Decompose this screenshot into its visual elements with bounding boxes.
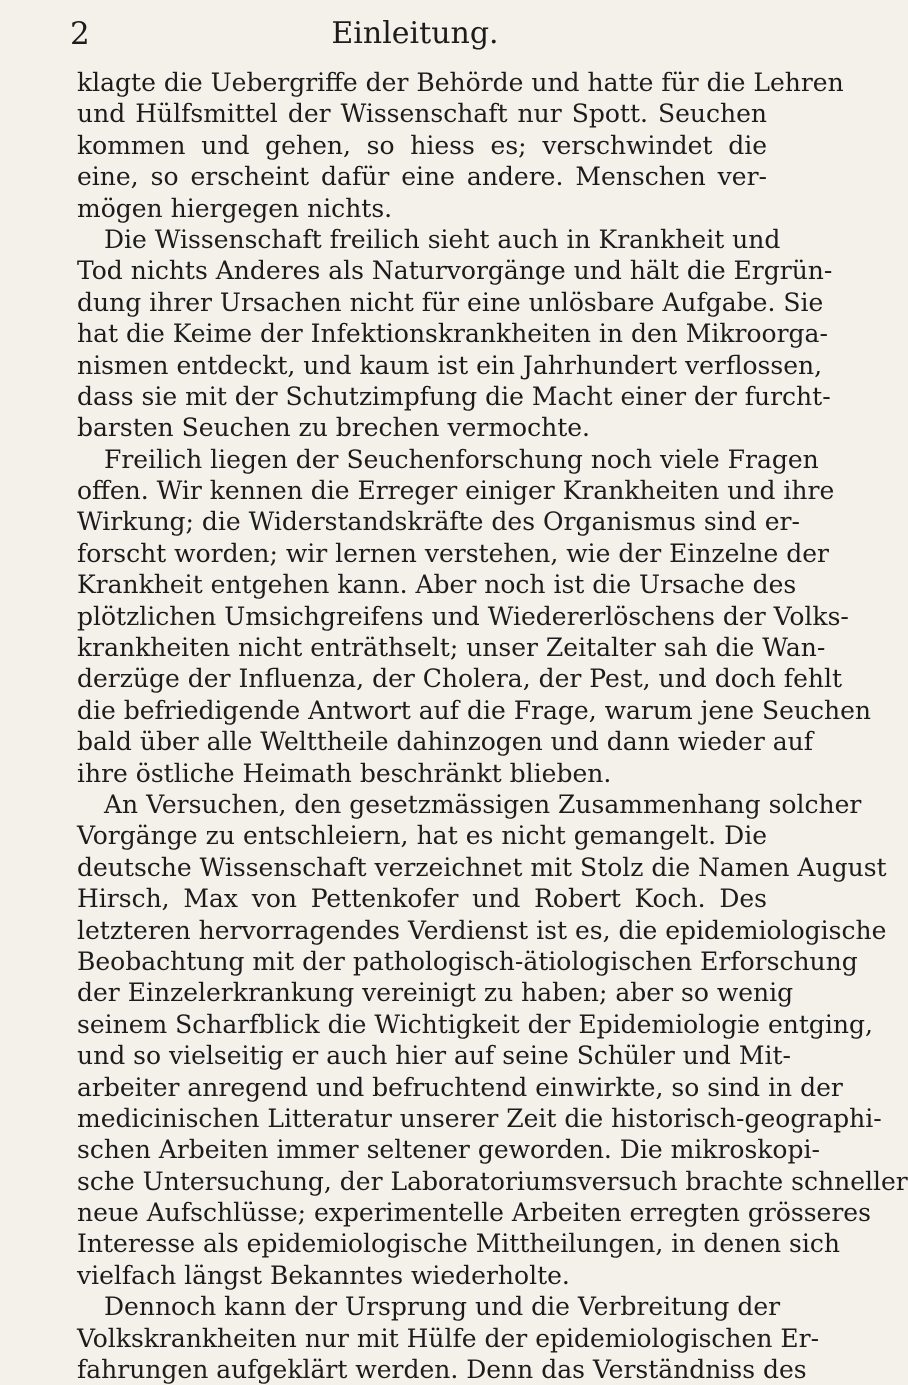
text-line: Tod nichts Anderes als Naturvorgänge und hält die Ergrün- [77, 256, 833, 286]
text-line: forscht worden; wir lernen verstehen, wie der Einzelne der [77, 538, 829, 568]
text-line: der Einzelerkrankung vereinigt zu haben; aber so wenig [77, 978, 794, 1008]
text-line: eine, so erscheint dafür eine andere. Menschen ver- [77, 162, 767, 192]
body-text [77, 67, 908, 1385]
text-line: dass sie mit der Schutzimpfung die Macht einer der furcht- [77, 381, 831, 411]
text-line: Dennoch kann der Ursprung und die Verbreitung der [104, 1292, 781, 1322]
text-line: letzteren hervorragendes Verdienst ist es, die epidemiologische [77, 915, 887, 945]
text-line: plötzlichen Umsichgreifens und Wiedererlöschens der Volks- [77, 601, 849, 631]
text-line: mögen hiergegen nichts. [77, 193, 393, 223]
text-line: sche Untersuchung, der Laboratoriumsversuch brachte schneller [77, 1166, 908, 1196]
text-line: fahrungen aufgeklärt werden. Denn das Verständniss des [77, 1355, 807, 1385]
text-line: hat die Keime der Infektionskrankheiten in den Mikroorga- [77, 319, 828, 349]
text-line: deutsche Wissenschaft verzeichnet mit Stolz die Namen August [77, 852, 887, 882]
text-line: arbeiter anregend und befruchtend einwirkte, so sind in der [77, 1072, 843, 1102]
text-line: derzüge der Influenza, der Cholera, der Pest, und doch fehlt [77, 664, 843, 694]
text-line: Krankheit entgehen kann. Aber noch ist die Ursache des [77, 570, 797, 600]
text-line: Die Wissenschaft freilich sieht auch in Krankheit und [104, 224, 781, 254]
page-number: 2 [70, 16, 90, 52]
text-line: Interesse als epidemiologische Mittheilungen, in denen sich [77, 1229, 840, 1259]
text-line: Vorgänge zu entschleiern, hat es nicht gemangelt. Die [77, 821, 767, 851]
chapter-title: Einleitung. [331, 16, 499, 51]
text-line: bald über alle Welttheile dahinzogen und dann wieder auf [77, 727, 813, 757]
text-line: dung ihrer Ursachen nicht für eine unlösbare Aufgabe. Sie [77, 287, 824, 317]
text-line: vielfach längst Bekanntes wiederholte. [77, 1260, 570, 1290]
text-line: Wirkung; die Widerstandskräfte des Organismus sind er- [77, 507, 800, 537]
text-line: neue Aufschlüsse; experimentelle Arbeiten erregten grösseres [77, 1198, 871, 1228]
text-line: schen Arbeiten immer seltener geworden. Die mikroskopi- [77, 1135, 820, 1165]
text-line: und Hülfsmittel der Wissenschaft nur Spott. Seuchen [77, 99, 767, 129]
text-line: medicinischen Litteratur unserer Zeit die historisch-geographi- [77, 1103, 882, 1133]
text-line: ihre östliche Heimath beschränkt blieben. [77, 758, 612, 788]
text-line: und so vielseitig er auch hier auf seine Schüler und Mit- [77, 1041, 791, 1071]
text-line: seinem Scharfblick die Wichtigkeit der Epidemiologie entging, [77, 1009, 873, 1039]
text-line: Hirsch, Max von Pettenkofer und Robert Koch. Des [77, 884, 767, 914]
text-line: Beobachtung mit der pathologisch-ätiologischen Erforschung [77, 946, 858, 976]
running-head [70, 14, 760, 54]
text-line: klagte die Uebergriffe der Behörde und hatte für die Lehren [77, 68, 844, 97]
text-line: barsten Seuchen zu brechen vermochte. [77, 413, 590, 443]
text-line: krankheiten nicht enträthselt; unser Zeitalter sah die Wan- [77, 633, 826, 663]
text-line: Volkskrankheiten nur mit Hülfe der epidemiologischen Er- [77, 1323, 820, 1353]
text-line: offen. Wir kennen die Erreger einiger Krankheiten und ihre [77, 476, 835, 506]
text-line: nismen entdeckt, und kaum ist ein Jahrhundert verflossen, [77, 350, 823, 380]
text-line: kommen und gehen, so hiess es; verschwindet die [77, 130, 767, 160]
text-line: An Versuchen, den gesetzmässigen Zusammenhang solcher [104, 789, 862, 819]
text-line: die befriedigende Antwort auf die Frage, warum jene Seuchen [77, 695, 872, 725]
text-line: Freilich liegen der Seuchenforschung noch viele Fragen [104, 444, 819, 474]
